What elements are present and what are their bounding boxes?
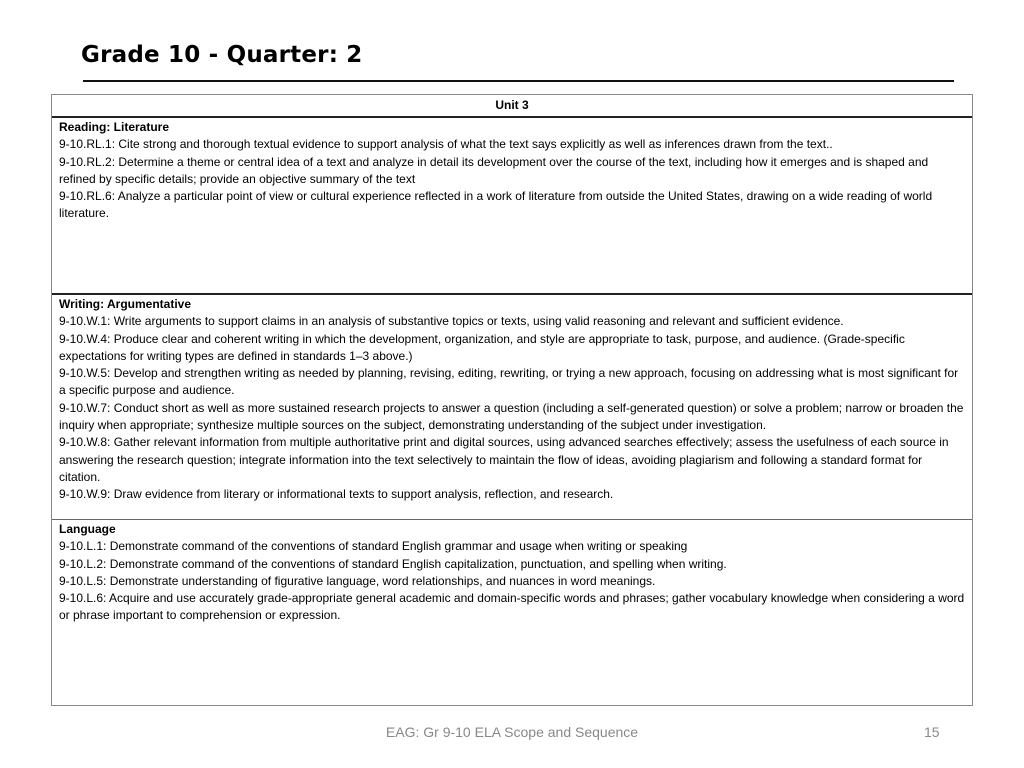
standard-w-7: 9-10.W.7: Conduct short as well as more sustained research projects to answer a question (including a self-generated question) or solve a problem; narrow or broaden the inquiry when appropriate; synthesize multiple sources on the subject, demonstrating understanding of the subject under investigation. xyxy=(59,400,964,433)
page-number: 15 xyxy=(924,724,940,740)
standard-w-9: 9-10.W.9: Draw evidence from literary or informational texts to support analysis, reflection, and research. xyxy=(59,487,614,502)
standard-l-6: 9-10.L.6: Acquire and use accurately grade-appropriate general academic and domain-specific words and phrases; gather vocabulary knowledge when considering a word or phrase important to comprehension or expression. xyxy=(59,591,965,623)
footer-text: EAG: Gr 9-10 ELA Scope and Sequence xyxy=(385,724,639,740)
language-section xyxy=(52,520,972,705)
reading-literature-section xyxy=(52,118,972,295)
page-title: Grade 10 - Quarter: 2 xyxy=(81,42,363,68)
standard-w-8: 9-10.W.8: Gather relevant information from multiple authoritative print and digital sources, using advanced searches effectively; assess the usefulness of each source in answering the research question; integrate information into the text selectively to maintain the flow of ideas, avoiding plagiarism and following a standard format for citation. xyxy=(59,435,949,484)
writing-argumentative-section xyxy=(52,295,972,520)
unit-header: Unit 3 xyxy=(52,95,972,118)
section-heading-language: Language xyxy=(59,522,116,536)
standard-rl-2: 9-10.RL.2: Determine a theme or central idea of a text and analyze in detail its development over the course of the text, including how it emerges and is shaped and refined by specific details; provide an objective summary of the text xyxy=(59,154,929,186)
standard-w-1: 9-10.W.1: Write arguments to support claims in an analysis of substantive topics or texts, using valid reasoning and relevant and sufficient evidence. xyxy=(59,314,844,329)
standard-rl-6: 9-10.RL.6: Analyze a particular point of view or cultural experience reflected in a work of literature from outside the United States, drawing on a wide reading of world literature. xyxy=(59,189,933,221)
title-underline xyxy=(83,80,954,82)
standard-rl-1: 9-10.RL.1: Cite strong and thorough textual evidence to support analysis of what the text says explicitly as well as inferences drawn from the text.. xyxy=(59,137,833,152)
section-heading-writing: Writing: Argumentative xyxy=(59,297,192,311)
standards-table xyxy=(51,94,973,706)
standard-w-4: 9-10.W.4: Produce clear and coherent writing in which the development, organization, and style are appropriate to task, purpose, and audience. (Grade-specific expectations for writing types are defined in standards 1–3 above.) xyxy=(59,331,905,363)
standard-w-5: 9-10.W.5: Develop and strengthen writing as needed by planning, revising, editing, rewriting, or trying a new approach, focusing on addressing what is most significant for a specific purpose and audience. xyxy=(59,366,959,398)
standard-l-2: 9-10.L.2: Demonstrate command of the conventions of standard English capitalization, punctuation, and spelling when writing. xyxy=(59,556,727,571)
standard-l-1: 9-10.L.1: Demonstrate command of the conventions of standard English grammar and usage when writing or speaking xyxy=(59,539,688,554)
standard-l-5: 9-10.L.5: Demonstrate understanding of figurative language, word relationships, and nuances in word meanings. xyxy=(59,573,656,588)
section-heading-reading: Reading: Literature xyxy=(59,120,170,134)
